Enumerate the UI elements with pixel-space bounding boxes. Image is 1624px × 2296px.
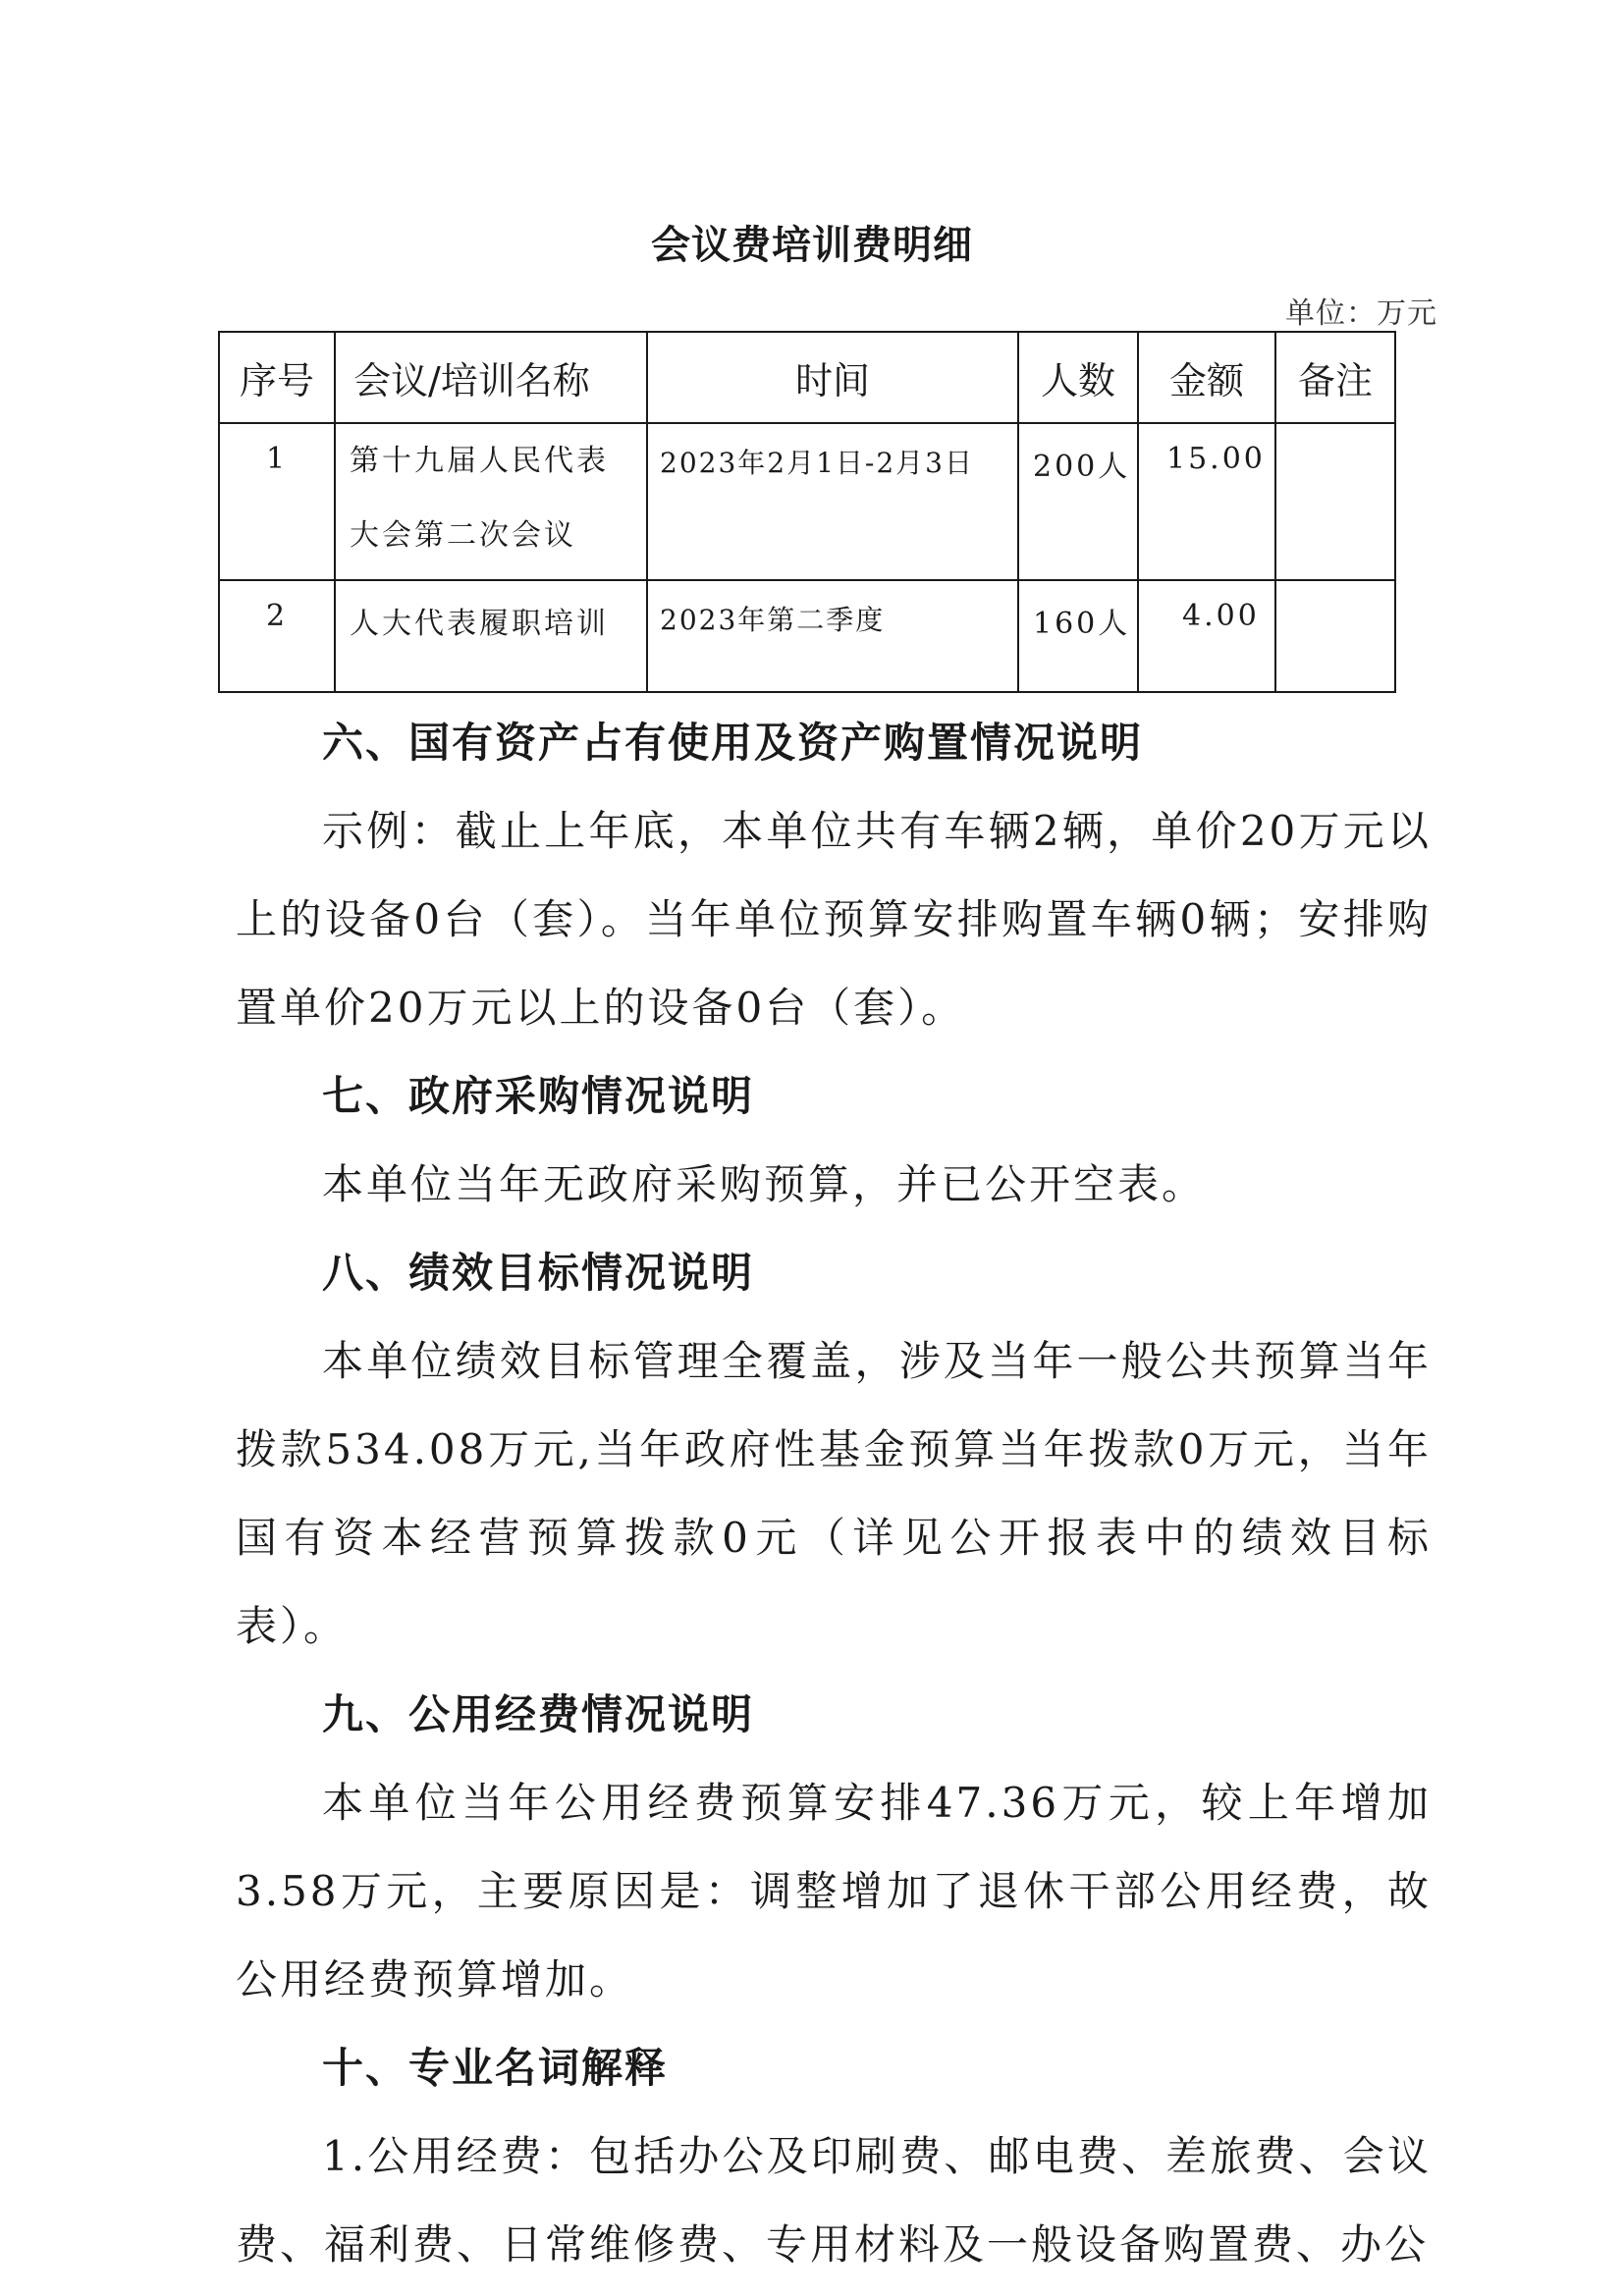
table-title: 会议费培训费明细	[651, 223, 973, 268]
section-7-heading: 七、政府采购情况说明	[322, 1072, 755, 1120]
header-people: 人数	[1018, 332, 1138, 423]
section-9-heading: 九、公用经费情况说明	[322, 1690, 755, 1738]
section-7-paragraph: 本单位当年无政府采购预算，并已公开空表。	[322, 1160, 1207, 1208]
cell-note	[1275, 423, 1395, 580]
section-9-paragraph: 本单位当年公用经费预算安排47.36万元，较上年增加3.58万元，主要原因是：调整增加了退休干部公用经费，故公用经费预算增加。	[236, 1779, 1432, 2003]
header-amount: 金额	[1138, 332, 1275, 423]
document-body	[236, 699, 1432, 2289]
header-time: 时间	[647, 332, 1018, 423]
cell-name: 人大代表履职培训	[335, 580, 647, 692]
cell-time: 2023年2月1日-2月3日	[647, 423, 1018, 580]
cell-time: 2023年第二季度	[647, 580, 1018, 692]
table-header-row	[219, 332, 1395, 423]
header-name: 会议/培训名称	[335, 332, 647, 423]
section-10-heading: 十、专业名词解释	[322, 2044, 669, 2092]
cell-no: 1	[219, 423, 335, 580]
section-6-heading: 六、国有资产占有使用及资产购置情况说明	[322, 719, 1144, 767]
cell-amount: 4.00	[1138, 580, 1275, 692]
cell-amount: 15.00	[1138, 423, 1275, 580]
header-no: 序号	[219, 332, 335, 423]
unit-label: 单位：万元	[1285, 296, 1437, 331]
section-10-paragraph: 1.公用经费：包括办公及印刷费、邮电费、差旅费、会议费、福利费、日常维修费、专用材料及一般设备购置费、办公	[236, 2132, 1432, 2269]
header-note: 备注	[1275, 332, 1395, 423]
table-row	[219, 423, 1395, 580]
cell-people: 200人	[1018, 423, 1138, 580]
meeting-training-table	[218, 331, 1396, 693]
cell-no: 2	[219, 580, 335, 692]
cell-people: 160人	[1018, 580, 1138, 692]
cell-note	[1275, 580, 1395, 692]
section-6-paragraph: 示例：截止上年底，本单位共有车辆2辆，单价20万元以上的设备0台（套）。当年单位预算安排购置车辆0辆；安排购置单价20万元以上的设备0台（套）。	[236, 807, 1432, 1032]
table-row	[219, 580, 1395, 692]
cell-name: 第十九届人民代表大会第二次会议	[335, 423, 647, 580]
section-8-paragraph: 本单位绩效目标管理全覆盖，涉及当年一般公共预算当年拨款534.08万元,当年政府性基金预算当年拨款0万元，当年国有资本经营预算拨款0元（详见公开报表中的绩效目标表）。	[236, 1337, 1432, 1650]
section-8-heading: 八、绩效目标情况说明	[322, 1249, 755, 1297]
